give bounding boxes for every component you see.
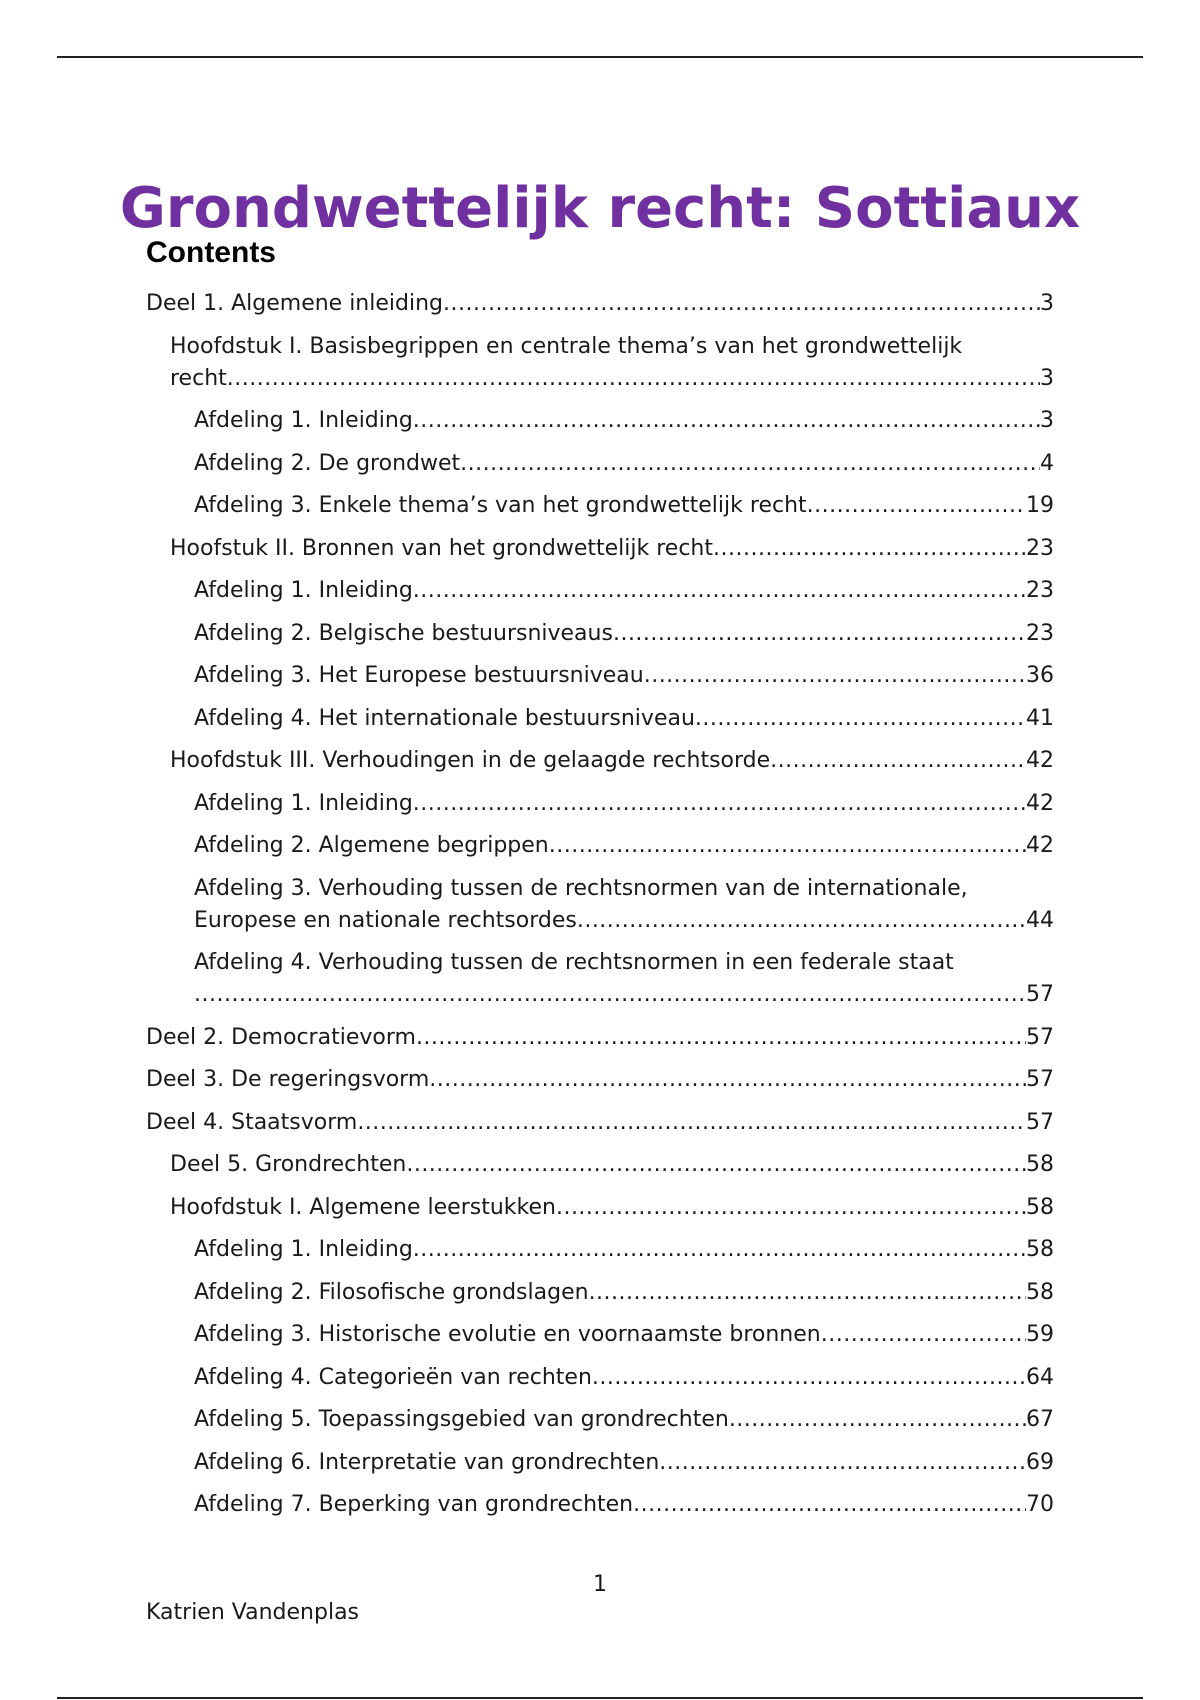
toc-entry-title-line: Afdeling 3. Verhouding tussen de rechtsnormen van de internationale, [194, 875, 968, 901]
toc-entry-title: Deel 3. De regeringsvorm [146, 1064, 429, 1096]
toc-entry[interactable] [146, 1234, 1054, 1266]
toc-leader-dots [443, 288, 1040, 320]
toc-leader-dots [695, 703, 1026, 735]
toc-entry-page: 41 [1026, 705, 1054, 731]
toc-entry[interactable] [146, 1404, 1054, 1436]
toc-entry-title: Hoofdstuk I. Algemene leerstukken [170, 1192, 556, 1224]
toc-entry-title: Deel 2. Democratievorm [146, 1022, 416, 1054]
toc-leader-dots [821, 1319, 1026, 1351]
toc-entry[interactable] [146, 405, 1054, 437]
toc-entry[interactable] [146, 618, 1054, 650]
toc-entry-page: 3 [1040, 408, 1054, 433]
toc-entry[interactable] [146, 490, 1054, 522]
toc-leader-dots [413, 575, 1026, 607]
toc-leader-dots [413, 788, 1026, 820]
toc-entry-page: 42 [1026, 790, 1054, 816]
toc-entry-title: Hoofdstuk III. Verhoudingen in de gelaagde rechtsorde [170, 745, 770, 777]
toc-entry[interactable] [146, 1064, 1054, 1096]
toc-entry[interactable] [146, 1192, 1054, 1224]
toc-entry-page: 42 [1026, 748, 1054, 773]
toc-entry-page: 23 [1026, 535, 1054, 561]
toc-entry-page: 57 [1026, 1109, 1054, 1135]
toc-leader-dots [460, 448, 1040, 480]
toc-leader-dots [770, 745, 1026, 777]
toc-entry-title: Afdeling 7. Beperking van grondrechten [194, 1489, 633, 1521]
toc-entry[interactable] [146, 1149, 1054, 1181]
toc-entry[interactable] [146, 533, 1054, 565]
toc-entry-page: 23 [1026, 578, 1054, 603]
footer-author: Katrien Vandenplas [146, 1600, 360, 1625]
toc-entry-page: 57 [1026, 1067, 1054, 1092]
toc-entry-title: Afdeling 1. Inleiding [194, 1234, 413, 1266]
toc-leader-dots [556, 1192, 1026, 1224]
toc-entry-title: Afdeling 4. Categorieën van rechten [194, 1362, 592, 1394]
toc-entry-page: 58 [1026, 1237, 1054, 1262]
toc-entry-page: 67 [1026, 1407, 1054, 1432]
toc-entry[interactable] [146, 1362, 1054, 1394]
toc-entry-title: Deel 5. Grondrechten [170, 1149, 406, 1181]
toc-entry-title: Deel 1. Algemene inleiding [146, 288, 443, 320]
toc-entry[interactable] [146, 1447, 1054, 1479]
toc-leader-dots [589, 1277, 1026, 1309]
toc-entry-page: 57 [1026, 1024, 1054, 1050]
toc-entry-title: Afdeling 5. Toepassingsgebied van grondrechten [194, 1404, 729, 1436]
toc-entry-title: Afdeling 1. Inleiding [194, 788, 413, 820]
toc-entry-page: 3 [1040, 291, 1054, 316]
toc-entry[interactable] [146, 1277, 1054, 1309]
toc-entry[interactable] [146, 660, 1054, 692]
toc-leader-dots [413, 1234, 1026, 1266]
toc-entry-page: 69 [1026, 1449, 1054, 1475]
toc-entry-title: Afdeling 2. De grondwet [194, 448, 460, 480]
toc-entry-title-line: Hoofdstuk I. Basisbegrippen en centrale thema’s van het grondwettelijk [170, 333, 963, 359]
toc-leader-dots [413, 405, 1040, 437]
toc-entry[interactable] [146, 873, 1054, 937]
toc-entry-page: 59 [1026, 1322, 1054, 1347]
toc-leader-dots [227, 363, 1040, 395]
toc-leader-dots [644, 660, 1026, 692]
toc-entry[interactable] [146, 947, 1054, 1011]
toc-entry-title: Afdeling 2. Algemene begrippen [194, 830, 549, 862]
toc-entry-page: 58 [1026, 1194, 1054, 1220]
toc-entry-title-line: Afdeling 4. Verhouding tussen de rechtsnormen in een federale staat [194, 950, 954, 975]
toc-entry-title: Afdeling 3. Historische evolutie en voornaamste bronnen [194, 1319, 821, 1351]
toc-entry-page: 57 [1026, 982, 1054, 1007]
toc-leader-dots [416, 1022, 1026, 1054]
toc-entry-title: Afdeling 3. Enkele thema’s van het grondwettelijk recht [194, 490, 807, 522]
toc-entry-page: 3 [1040, 365, 1054, 391]
toc-entry-page: 36 [1026, 663, 1054, 688]
page-number: 1 [593, 1572, 607, 1597]
toc-entry[interactable] [146, 788, 1054, 820]
footer-rule [57, 1697, 1143, 1699]
toc-entry-title: Afdeling 6. Interpretatie van grondrechten [194, 1447, 659, 1479]
toc-entry-title: Afdeling 1. Inleiding [194, 575, 413, 607]
toc-entry[interactable] [146, 745, 1054, 777]
toc-entry[interactable] [146, 575, 1054, 607]
contents-heading: Contents [146, 236, 276, 269]
toc-entry-title: Afdeling 3. Het Europese bestuursniveau [194, 660, 644, 692]
toc-leader-dots [807, 490, 1026, 522]
toc-entry-page: 42 [1026, 833, 1054, 858]
toc-leader-dots [357, 1107, 1026, 1139]
toc-entry[interactable] [146, 1107, 1054, 1139]
toc-leader-dots [729, 1404, 1026, 1436]
toc-entry-page: 44 [1026, 907, 1054, 933]
table-of-contents [146, 288, 1054, 1532]
toc-leader-dots [429, 1064, 1026, 1096]
toc-entry-page: 70 [1026, 1492, 1054, 1517]
toc-leader-dots [577, 905, 1026, 937]
toc-entry[interactable] [146, 1489, 1054, 1521]
toc-entry-title: Hoofstuk II. Bronnen van het grondwettelijk recht [170, 533, 713, 565]
toc-leader-dots [592, 1362, 1026, 1394]
toc-entry-page: 4 [1040, 450, 1054, 476]
toc-entry[interactable] [146, 703, 1054, 735]
toc-entry-title: Afdeling 1. Inleiding [194, 405, 413, 437]
toc-entry[interactable] [146, 830, 1054, 862]
toc-entry-title: Afdeling 2. Filosofische grondslagen [194, 1277, 589, 1309]
document-title: Grondwettelijk recht: Sottiaux [119, 175, 1081, 241]
toc-leader-dots [633, 1489, 1026, 1521]
toc-leader-dots [659, 1447, 1026, 1479]
toc-entry[interactable] [146, 331, 1054, 395]
toc-leader-dots [549, 830, 1026, 862]
toc-entry-title: Deel 4. Staatsvorm [146, 1107, 357, 1139]
toc-entry-title: Europese en nationale rechtsordes [194, 905, 577, 937]
toc-leader-dots [406, 1149, 1026, 1181]
toc-entry-page: 58 [1026, 1279, 1054, 1305]
toc-entry-page: 23 [1026, 620, 1054, 646]
toc-entry-title: recht [170, 363, 227, 395]
toc-entry-page: 58 [1026, 1152, 1054, 1177]
toc-entry[interactable] [146, 1022, 1054, 1054]
toc-entry-page: 64 [1026, 1364, 1054, 1390]
toc-leader-dots [713, 533, 1026, 565]
toc-entry[interactable] [146, 288, 1054, 320]
toc-entry[interactable] [146, 1319, 1054, 1351]
header-rule [57, 56, 1143, 58]
toc-leader-dots [194, 979, 1026, 1011]
toc-entry-title: Afdeling 2. Belgische bestuursniveaus [194, 618, 613, 650]
toc-entry-title: Afdeling 4. Het internationale bestuursniveau [194, 703, 695, 735]
toc-entry-page: 19 [1026, 493, 1054, 518]
toc-leader-dots [613, 618, 1026, 650]
toc-entry[interactable] [146, 448, 1054, 480]
